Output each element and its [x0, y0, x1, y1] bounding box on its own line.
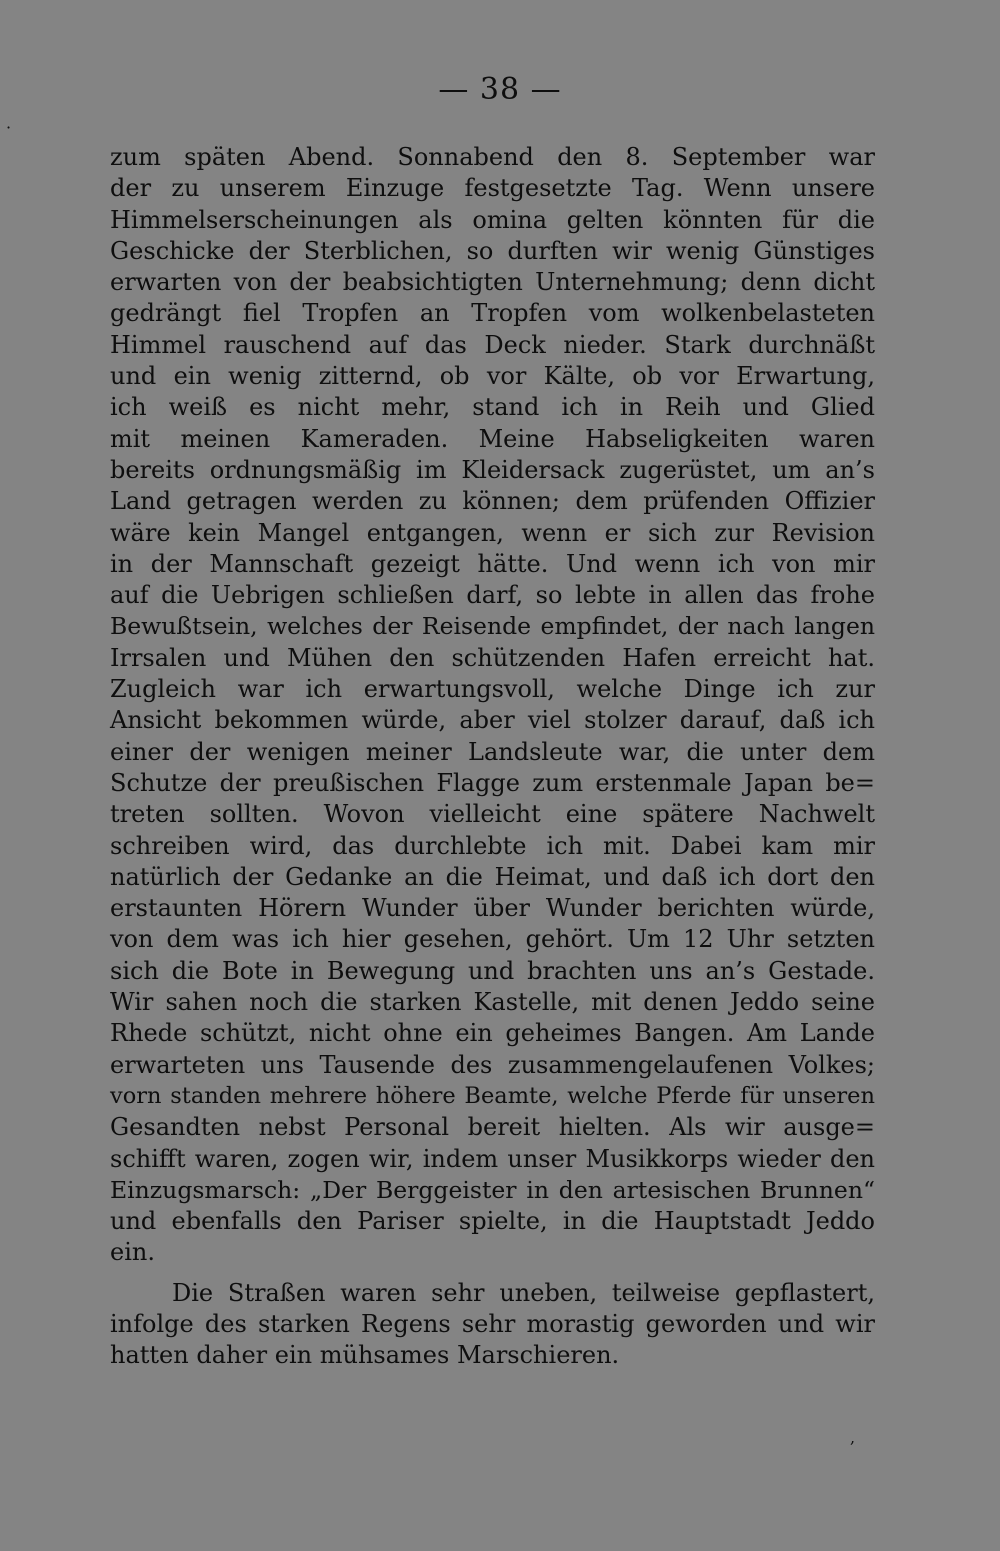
text-line: Himmel rauschend auf das Deck nieder. Stark durchnäßt: [110, 330, 875, 359]
text-line: Wir sahen noch die starken Kastelle, mit denen Jeddo seine: [110, 988, 875, 1017]
text-line: sich die Bote in Bewegung und brachten uns an’s Gestade.: [110, 956, 875, 985]
text-line: in der Mannschaft gezeigt hätte. Und wenn ich von mir: [110, 549, 875, 578]
text-line: schifft waren, zogen wir, indem unser Musikkorps wieder den: [110, 1144, 875, 1173]
text-line: Einzugsmarsch: „Der Berggeister in den artesischen Brunnen“: [110, 1175, 875, 1204]
text-line: wäre kein Mangel entgangen, wenn er sich zur Revision: [110, 518, 875, 547]
text-line: erwarten von der beabsichtigten Unternehmung; denn dicht: [110, 268, 875, 297]
text-line: Schutze der preußischen Flagge zum erstenmale Japan be=: [110, 768, 875, 797]
text-line: bereits ordnungsmäßig im Kleidersack zugerüstet, um an’s: [110, 455, 875, 484]
paragraph-1: [110, 142, 875, 1269]
text-line: Die Straßen waren sehr uneben, teilweise gepflastert,: [172, 1278, 875, 1307]
text-line: ein.: [110, 1238, 155, 1267]
text-line: gedrängt fiel Tropfen an Tropfen vom wolkenbelasteten: [110, 299, 875, 328]
text-line: einer der wenigen meiner Landsleute war, die unter dem: [110, 737, 875, 766]
text-line: Gesandten nebst Personal bereit hielten. Als wir ausge=: [110, 1113, 875, 1142]
text-line: Irrsalen und Mühen den schützenden Hafen erreicht hat.: [110, 643, 875, 672]
text-line: der zu unserem Einzuge festgesetzte Tag. Wenn unsere: [110, 174, 875, 203]
text-line: Himmelserscheinungen als omina gelten könnten für die: [110, 205, 875, 234]
text-line: Bewußtsein, welches der Reisende empfindet, der nach langen: [110, 612, 875, 641]
text-line: und ebenfalls den Pariser spielte, in die Hauptstadt Jeddo: [110, 1207, 875, 1236]
text-line: zum späten Abend. Sonnabend den 8. September war: [110, 143, 875, 171]
text-line: ich weiß es nicht mehr, stand ich in Reih und Glied: [110, 393, 875, 422]
text-line: Rhede schützt, nicht ohne ein geheimes Bangen. Am Lande: [110, 1019, 875, 1048]
text-line: Land getragen werden zu können; dem prüfenden Offizier: [110, 487, 875, 516]
paragraph-2: [110, 1278, 875, 1372]
text-line: infolge des starken Regens sehr morastig geworden und wir: [110, 1309, 875, 1338]
body-text: [110, 142, 875, 1372]
text-line: natürlich der Gedanke an die Heimat, und daß ich dort den: [110, 862, 875, 891]
text-line: Geschicke der Sterblichen, so durften wir wenig Günstiges: [110, 236, 875, 265]
ink-speck: ,: [850, 1428, 856, 1447]
paragraph-gap: [110, 1269, 875, 1278]
text-line: schreiben wird, das durchlebte ich mit. Dabei kam mir: [110, 831, 875, 860]
text-line: von dem was ich hier gesehen, gehört. Um 12 Uhr setzten: [110, 925, 875, 954]
text-line: erstaunten Hörern Wunder über Wunder berichten würde,: [110, 894, 875, 923]
text-line: auf die Uebrigen schließen darf, so lebte in allen das frohe: [110, 581, 875, 610]
ink-speck: ·: [6, 118, 12, 137]
text-line: Ansicht bekommen würde, aber viel stolzer darauf, daß ich: [110, 706, 875, 735]
text-line: erwarteten uns Tausende des zusammengelaufenen Volkes;: [110, 1050, 875, 1079]
page-number: — 38 —: [438, 72, 562, 107]
text-line: hatten daher ein mühsames Marschieren.: [110, 1341, 620, 1370]
text-line: treten sollten. Wovon vielleicht eine spätere Nachwelt: [110, 800, 875, 829]
text-line: Zugleich war ich erwartungsvoll, welche Dinge ich zur: [110, 675, 875, 704]
text-line: vorn standen mehrere höhere Beamte, welche Pferde für unseren: [110, 1082, 875, 1109]
text-line: mit meinen Kameraden. Meine Habseligkeiten waren: [110, 424, 875, 453]
text-line: und ein wenig zitternd, ob vor Kälte, ob vor Erwartung,: [110, 362, 875, 391]
